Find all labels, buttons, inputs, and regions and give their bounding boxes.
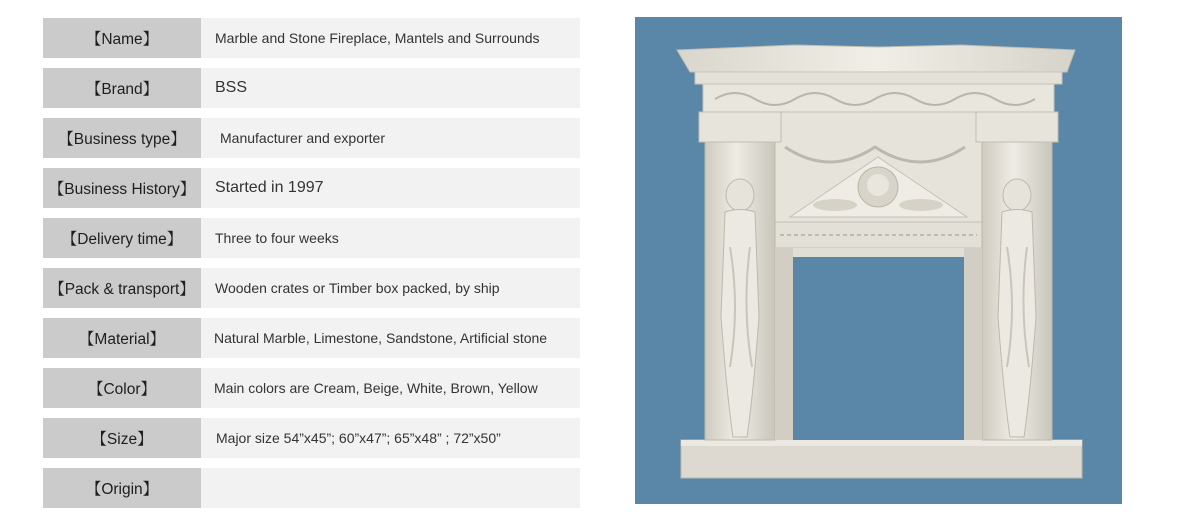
spec-row-name [43, 18, 580, 58]
spec-value: Started in 1997 [201, 168, 580, 208]
fireplace-photo [635, 17, 1122, 504]
spec-row-color [43, 368, 580, 408]
spec-row-size [43, 418, 580, 458]
spec-value: Wooden crates or Timber box packed, by ship [201, 268, 580, 308]
spec-value: Main colors are Cream, Beige, White, Brown, Yellow [201, 368, 580, 408]
spec-value [201, 468, 580, 508]
spec-label: 【Origin】 [43, 468, 201, 508]
spec-row-delivery-time [43, 218, 580, 258]
spec-value: Manufacturer and exporter [201, 118, 580, 158]
spec-value: BSS [201, 68, 580, 108]
spec-label: 【Business type】 [43, 118, 201, 158]
spec-row-brand [43, 68, 580, 108]
spec-row-material [43, 318, 580, 358]
spec-value: Marble and Stone Fireplace, Mantels and Surrounds [201, 18, 580, 58]
spec-label: 【Pack & transport】 [43, 268, 201, 308]
spec-value: Three to four weeks [201, 218, 580, 258]
fireplace-illustration [635, 17, 1122, 504]
spec-table [43, 18, 580, 518]
spec-row-origin [43, 468, 580, 508]
spec-value: Natural Marble, Limestone, Sandstone, Artificial stone [201, 318, 580, 358]
spec-row-business-type [43, 118, 580, 158]
spec-row-pack-transport [43, 268, 580, 308]
spec-label: 【Delivery time】 [43, 218, 201, 258]
spec-label: 【Business History】 [43, 168, 201, 208]
spec-label: 【Material】 [43, 318, 201, 358]
spec-value: Major size 54”x45”; 60”x47”; 65”x48” ; 72”x50” [201, 418, 580, 458]
spec-row-business-history [43, 168, 580, 208]
spec-label: 【Name】 [43, 18, 201, 58]
spec-label: 【Color】 [43, 368, 201, 408]
spec-label: 【Size】 [43, 418, 201, 458]
spec-label: 【Brand】 [43, 68, 201, 108]
